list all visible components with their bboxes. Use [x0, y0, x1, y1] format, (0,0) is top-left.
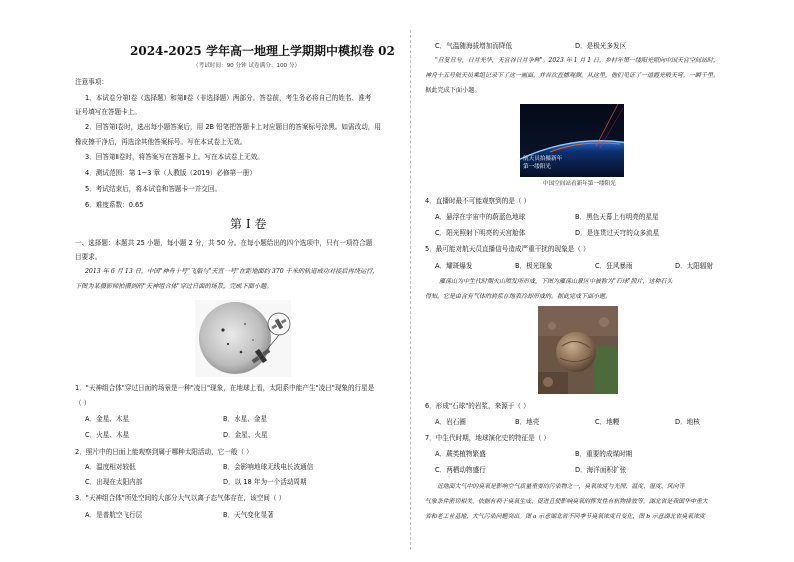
q5-option-b[interactable]: B．极光现象: [515, 262, 553, 270]
q1-option-d[interactable]: D．金星、火星: [223, 431, 268, 439]
passage-line: 近地面大气中的臭氧是影响空气质量重要的污染物之一，臭氧浓度与光照、温度、湿度、风向等: [437, 484, 685, 490]
q6-option-d[interactable]: D．地核: [675, 418, 700, 426]
passage-line: 气象条件密切相关。依据有利于臭氧生成、促进且使影响臭氧的挥发性有机物排放等。湖北省是我国华中重大: [425, 499, 708, 505]
q1-stem: 1．"天神组合体"穿过日面的场景是一种"凌日"现象，在地球上看，太阳系中能产生"凌日"现象的行星是: [75, 384, 375, 392]
q5-option-a[interactable]: A．耀斑爆发: [435, 262, 473, 270]
note-line: 3．回答第Ⅱ卷时，将答案写在答题卡上。写在本试卷上无效。: [85, 153, 264, 161]
passage-line: 神舟十五号航天员乘组记录下了这一画面，并首次直播观测。从这里，他们见证了一道霞光般天穹，一瞬千里。: [425, 72, 720, 79]
passage-line: 2013 年 6 月 13 日，中国"神舟十号"飞船与"天宫一号"在距地面约 370 千米的轨道成功对接后再绕运行，: [85, 268, 379, 275]
photo-caption: 中国空间站看新年第一缕阳光: [543, 181, 616, 187]
q6-option-c[interactable]: C．地幔: [595, 418, 620, 426]
q6-option-b[interactable]: B．地壳: [515, 418, 540, 426]
q7-option-d[interactable]: D．海洋面积扩张: [575, 466, 627, 474]
note-line: 橡皮擦干净后，再选涂其他答案标号。写在本试卷上无效。: [75, 138, 247, 146]
instruction-line: 一、选择题：本题共 25 小题，每小题 2 分，共 50 分。在每小题给出的四个选项中，只有一项符合题: [75, 239, 373, 247]
notes-heading: 注意事项：: [75, 78, 108, 86]
note-line: 证号填写在答题卡上。: [75, 108, 141, 116]
q5-option-d[interactable]: D．太阳辐射: [675, 262, 714, 270]
column-divider: [410, 30, 411, 550]
q1-paren: （ ）: [75, 399, 91, 407]
q7-option-c[interactable]: C．两栖动物盛行: [435, 466, 486, 474]
passage-line: "旦复旦兮，日月光华，天宫谷日月争辉"。2023 年 1 月 1 日，乡村年第一缕阳光照向中国天宫空间站时，: [435, 57, 719, 64]
section-title: 第 I 卷: [230, 217, 267, 231]
q7-option-b[interactable]: B．重要的成煤时期: [575, 450, 633, 458]
passage-line: 雁荡山为中生代时期火山喷发所形成，下图为雁荡山景区中被称为"石球"照片，这种石头: [439, 278, 673, 285]
sun-transit-photo: [195, 300, 291, 377]
stone-ball-photo: [538, 306, 618, 394]
q7-stem: 7．中生代时期，地球演化史的特征是（ ）: [425, 434, 550, 442]
q1-option-c[interactable]: C．火星、木星: [85, 431, 130, 439]
q4-option-a[interactable]: A．悬浮在宇宙中的蔚蓝色地球: [435, 213, 526, 221]
note-line: 4．测试范围：第 1~3 章（人教版（2019）必修第一册）: [85, 169, 256, 177]
right-column: [425, 0, 770, 562]
q5-option-c[interactable]: C．狂风暴雨: [595, 262, 633, 270]
note-line: 6．难度系数：0.65: [85, 201, 144, 209]
q6-stem: 6．形成"石球"的岩浆，来源于（ ）: [425, 402, 530, 410]
passage-line: 得知，它是由含有气体的岩浆在地表冷却形成的。据此完成下面小题。: [425, 293, 612, 300]
note-line: 1．本试卷分第Ⅰ卷（选择题）和第Ⅱ卷（非选择题）两部分。答卷前，考生务必将自己的姓名、准考: [85, 94, 372, 102]
q2-option-c[interactable]: C．出现在太阳内部: [85, 478, 143, 486]
note-line: 5．考试结束后，将本试卷和答题卡一并交回。: [85, 185, 222, 193]
q4-option-c[interactable]: C．阳光照射下明亮的天宫舱体: [435, 229, 526, 237]
q7-option-a[interactable]: A．蕨类植物繁盛: [435, 450, 486, 458]
passage-line: 省和老工业基地，大气污染问题突出。图 a 示意湖北省不同季节臭氧浓度日变化，图 b 示意湖北省臭氧浓度: [425, 514, 705, 520]
passage-line: 据此完成下面小题。: [425, 87, 481, 94]
q2-option-d[interactable]: D．以 18 年为一个活动周期: [223, 478, 307, 486]
passage-line: 下图为某摄影师拍摄到的"天神组合体"穿过日面的场景，完成下面小题。: [75, 283, 273, 290]
q2-stem: 2．照片中的日面上能观察到属于哪种太阳活动，它一般（ ）: [75, 448, 253, 456]
q4-option-b[interactable]: B．黑色天幕上有明亮的星星: [575, 213, 659, 221]
instruction-line: 目要求。: [75, 253, 102, 261]
q3-option-b[interactable]: B．天气变化显著: [223, 511, 274, 519]
q5-stem: 5．最可能对航天员直播信号造成严重干扰的现象是（ ）: [425, 245, 590, 253]
q4-option-d[interactable]: D．是连贯过天穹的众多流星: [575, 229, 660, 237]
q6-option-a[interactable]: A．岩石圈: [435, 418, 466, 426]
q4-stem: 4．直播时最不可能观察到的是（ ）: [425, 197, 531, 205]
q3-option-c[interactable]: C．气温随海拔增加而降低: [435, 42, 513, 50]
q3-option-d[interactable]: D．是极光多发区: [575, 42, 627, 50]
photo-overlay-caption: 第一缕阳光: [523, 164, 551, 170]
note-line: 2．回答第Ⅰ卷时，选出每小题答案后，用 2B 铅笔把答题卡上对应题目的答案标号涂黑。如需改动，用: [85, 123, 381, 131]
q1-option-b[interactable]: B．水星、金星: [223, 415, 268, 423]
q3-stem: 3．"天神组合体"所处空间的大部分大气以离子态气体存在，该空间（ ）: [75, 494, 286, 502]
exam-title: 2024-2025 学年高一地理上学期期中模拟卷 02: [130, 44, 395, 58]
photo-overlay-caption: 航天员拍摄新年: [523, 156, 563, 162]
q2-option-a[interactable]: A．温度相对较低: [85, 463, 136, 471]
exam-subtitle: （考试时间：90 分钟 试卷满分：100 分）: [193, 63, 301, 69]
q1-option-a[interactable]: A．金星、木星: [85, 415, 130, 423]
q3-option-a[interactable]: A．是普航空飞行层: [85, 511, 143, 519]
earth-sunrise-photo: [520, 104, 624, 177]
left-column: [75, 0, 395, 562]
q2-option-b[interactable]: B．会影响地球无线电长波通信: [223, 463, 314, 471]
